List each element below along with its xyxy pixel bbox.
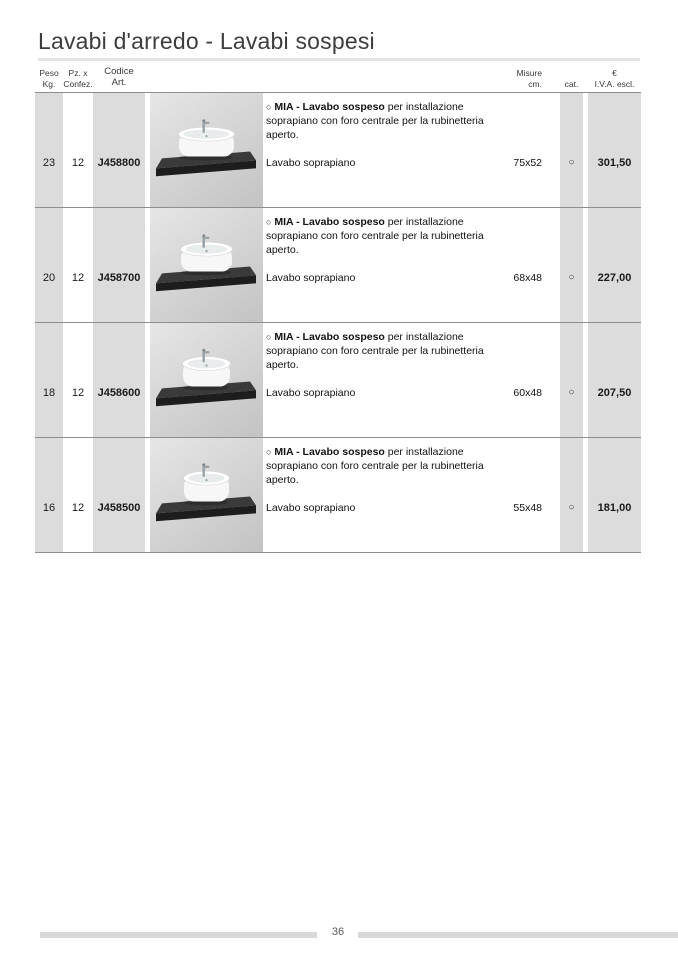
product-line (266, 272, 542, 284)
product-description-text: per installazione soprapiano con foro centrale per la rubinetteria aperto. (266, 216, 484, 257)
cell-description (263, 93, 558, 207)
item-label: Lavabo soprapiano (266, 502, 356, 514)
header-cat: cat. (564, 78, 579, 89)
product-image (150, 93, 263, 207)
product-description (266, 445, 518, 488)
weight-value: 18 (42, 387, 56, 399)
category-symbol-icon: ○ (568, 157, 575, 168)
product-table (35, 92, 641, 553)
cell-codice (93, 438, 145, 552)
cell-confezione (63, 438, 93, 552)
header-peso: Peso Kg. (39, 68, 59, 89)
table-row (35, 323, 641, 438)
product-description (266, 330, 518, 373)
article-code: J458600 (97, 387, 141, 399)
page-title: Lavabi d'arredo - Lavabi sospesi (38, 28, 375, 54)
product-line (266, 157, 542, 169)
page-number: 36 (331, 926, 345, 938)
weight-value: 23 (42, 157, 56, 169)
cell-price (588, 93, 641, 207)
category-symbol-icon: ○ (568, 502, 575, 513)
category-symbol-icon: ○ (568, 387, 575, 398)
cell-confezione (63, 323, 93, 437)
footer-bar-left (40, 932, 317, 938)
list-marker-icon: ○ (266, 331, 272, 342)
washbasin-illustration (150, 93, 263, 207)
article-code: J458500 (97, 502, 141, 514)
price-value: 301,50 (597, 157, 632, 169)
weight-value: 16 (42, 502, 56, 514)
list-marker-icon: ○ (266, 216, 272, 227)
header-misure: Misure cm. (516, 68, 542, 89)
cell-description (263, 438, 558, 552)
header-codice: Codice Art. (104, 65, 134, 89)
article-code: J458700 (97, 272, 141, 284)
product-description (266, 215, 518, 258)
cell-codice (93, 93, 145, 207)
cell-peso (35, 438, 63, 552)
product-description-text: per installazione soprapiano con foro centrale per la rubinetteria aperto. (266, 101, 484, 142)
product-line (266, 502, 542, 514)
product-name: MIA - Lavabo sospeso (274, 331, 385, 343)
footer-bar-right (358, 932, 678, 938)
cell-peso (35, 93, 63, 207)
cell-price (588, 323, 641, 437)
dimensions-value: 60x48 (513, 387, 542, 399)
product-image (150, 323, 263, 437)
product-name: MIA - Lavabo sospeso (274, 216, 385, 228)
cell-price (588, 208, 641, 322)
cell-description (263, 208, 558, 322)
dimensions-value: 55x48 (513, 502, 542, 514)
table-header (35, 64, 641, 92)
product-description-text: per installazione soprapiano con foro centrale per la rubinetteria aperto. (266, 446, 484, 487)
article-code: J458800 (97, 157, 141, 169)
list-marker-icon: ○ (266, 446, 272, 457)
pack-qty-value: 12 (71, 157, 85, 169)
cell-category (560, 323, 583, 437)
header-confezione: Pz. x Confez. (63, 68, 93, 89)
product-description-text: per installazione soprapiano con foro centrale per la rubinetteria aperto. (266, 331, 484, 372)
cell-confezione (63, 93, 93, 207)
cell-codice (93, 323, 145, 437)
dimensions-value: 75x52 (513, 157, 542, 169)
table-row (35, 208, 641, 323)
cell-price (588, 438, 641, 552)
item-label: Lavabo soprapiano (266, 157, 356, 169)
cell-codice (93, 208, 145, 322)
washbasin-illustration (150, 208, 263, 322)
table-row (35, 438, 641, 553)
dimensions-value: 68x48 (513, 272, 542, 284)
list-marker-icon: ○ (266, 101, 272, 112)
table-row (35, 93, 641, 208)
cell-peso (35, 323, 63, 437)
product-image (150, 208, 263, 322)
category-symbol-icon: ○ (568, 272, 575, 283)
header-price: € I.V.A. escl. (594, 68, 635, 89)
product-image (150, 438, 263, 552)
cell-peso (35, 208, 63, 322)
price-value: 207,50 (597, 387, 632, 399)
product-line (266, 387, 542, 399)
cell-category (560, 93, 583, 207)
cell-category (560, 438, 583, 552)
title-divider (38, 58, 640, 61)
product-description (266, 100, 518, 143)
pack-qty-value: 12 (71, 387, 85, 399)
washbasin-illustration (150, 438, 263, 552)
price-value: 227,00 (597, 272, 632, 284)
product-name: MIA - Lavabo sospeso (274, 446, 385, 458)
pack-qty-value: 12 (71, 272, 85, 284)
price-value: 181,00 (597, 502, 632, 514)
cell-description (263, 323, 558, 437)
cell-category (560, 208, 583, 322)
washbasin-illustration (150, 323, 263, 437)
pack-qty-value: 12 (71, 502, 85, 514)
item-label: Lavabo soprapiano (266, 387, 356, 399)
product-name: MIA - Lavabo sospeso (274, 101, 385, 113)
item-label: Lavabo soprapiano (266, 272, 356, 284)
weight-value: 20 (42, 272, 56, 284)
cell-confezione (63, 208, 93, 322)
